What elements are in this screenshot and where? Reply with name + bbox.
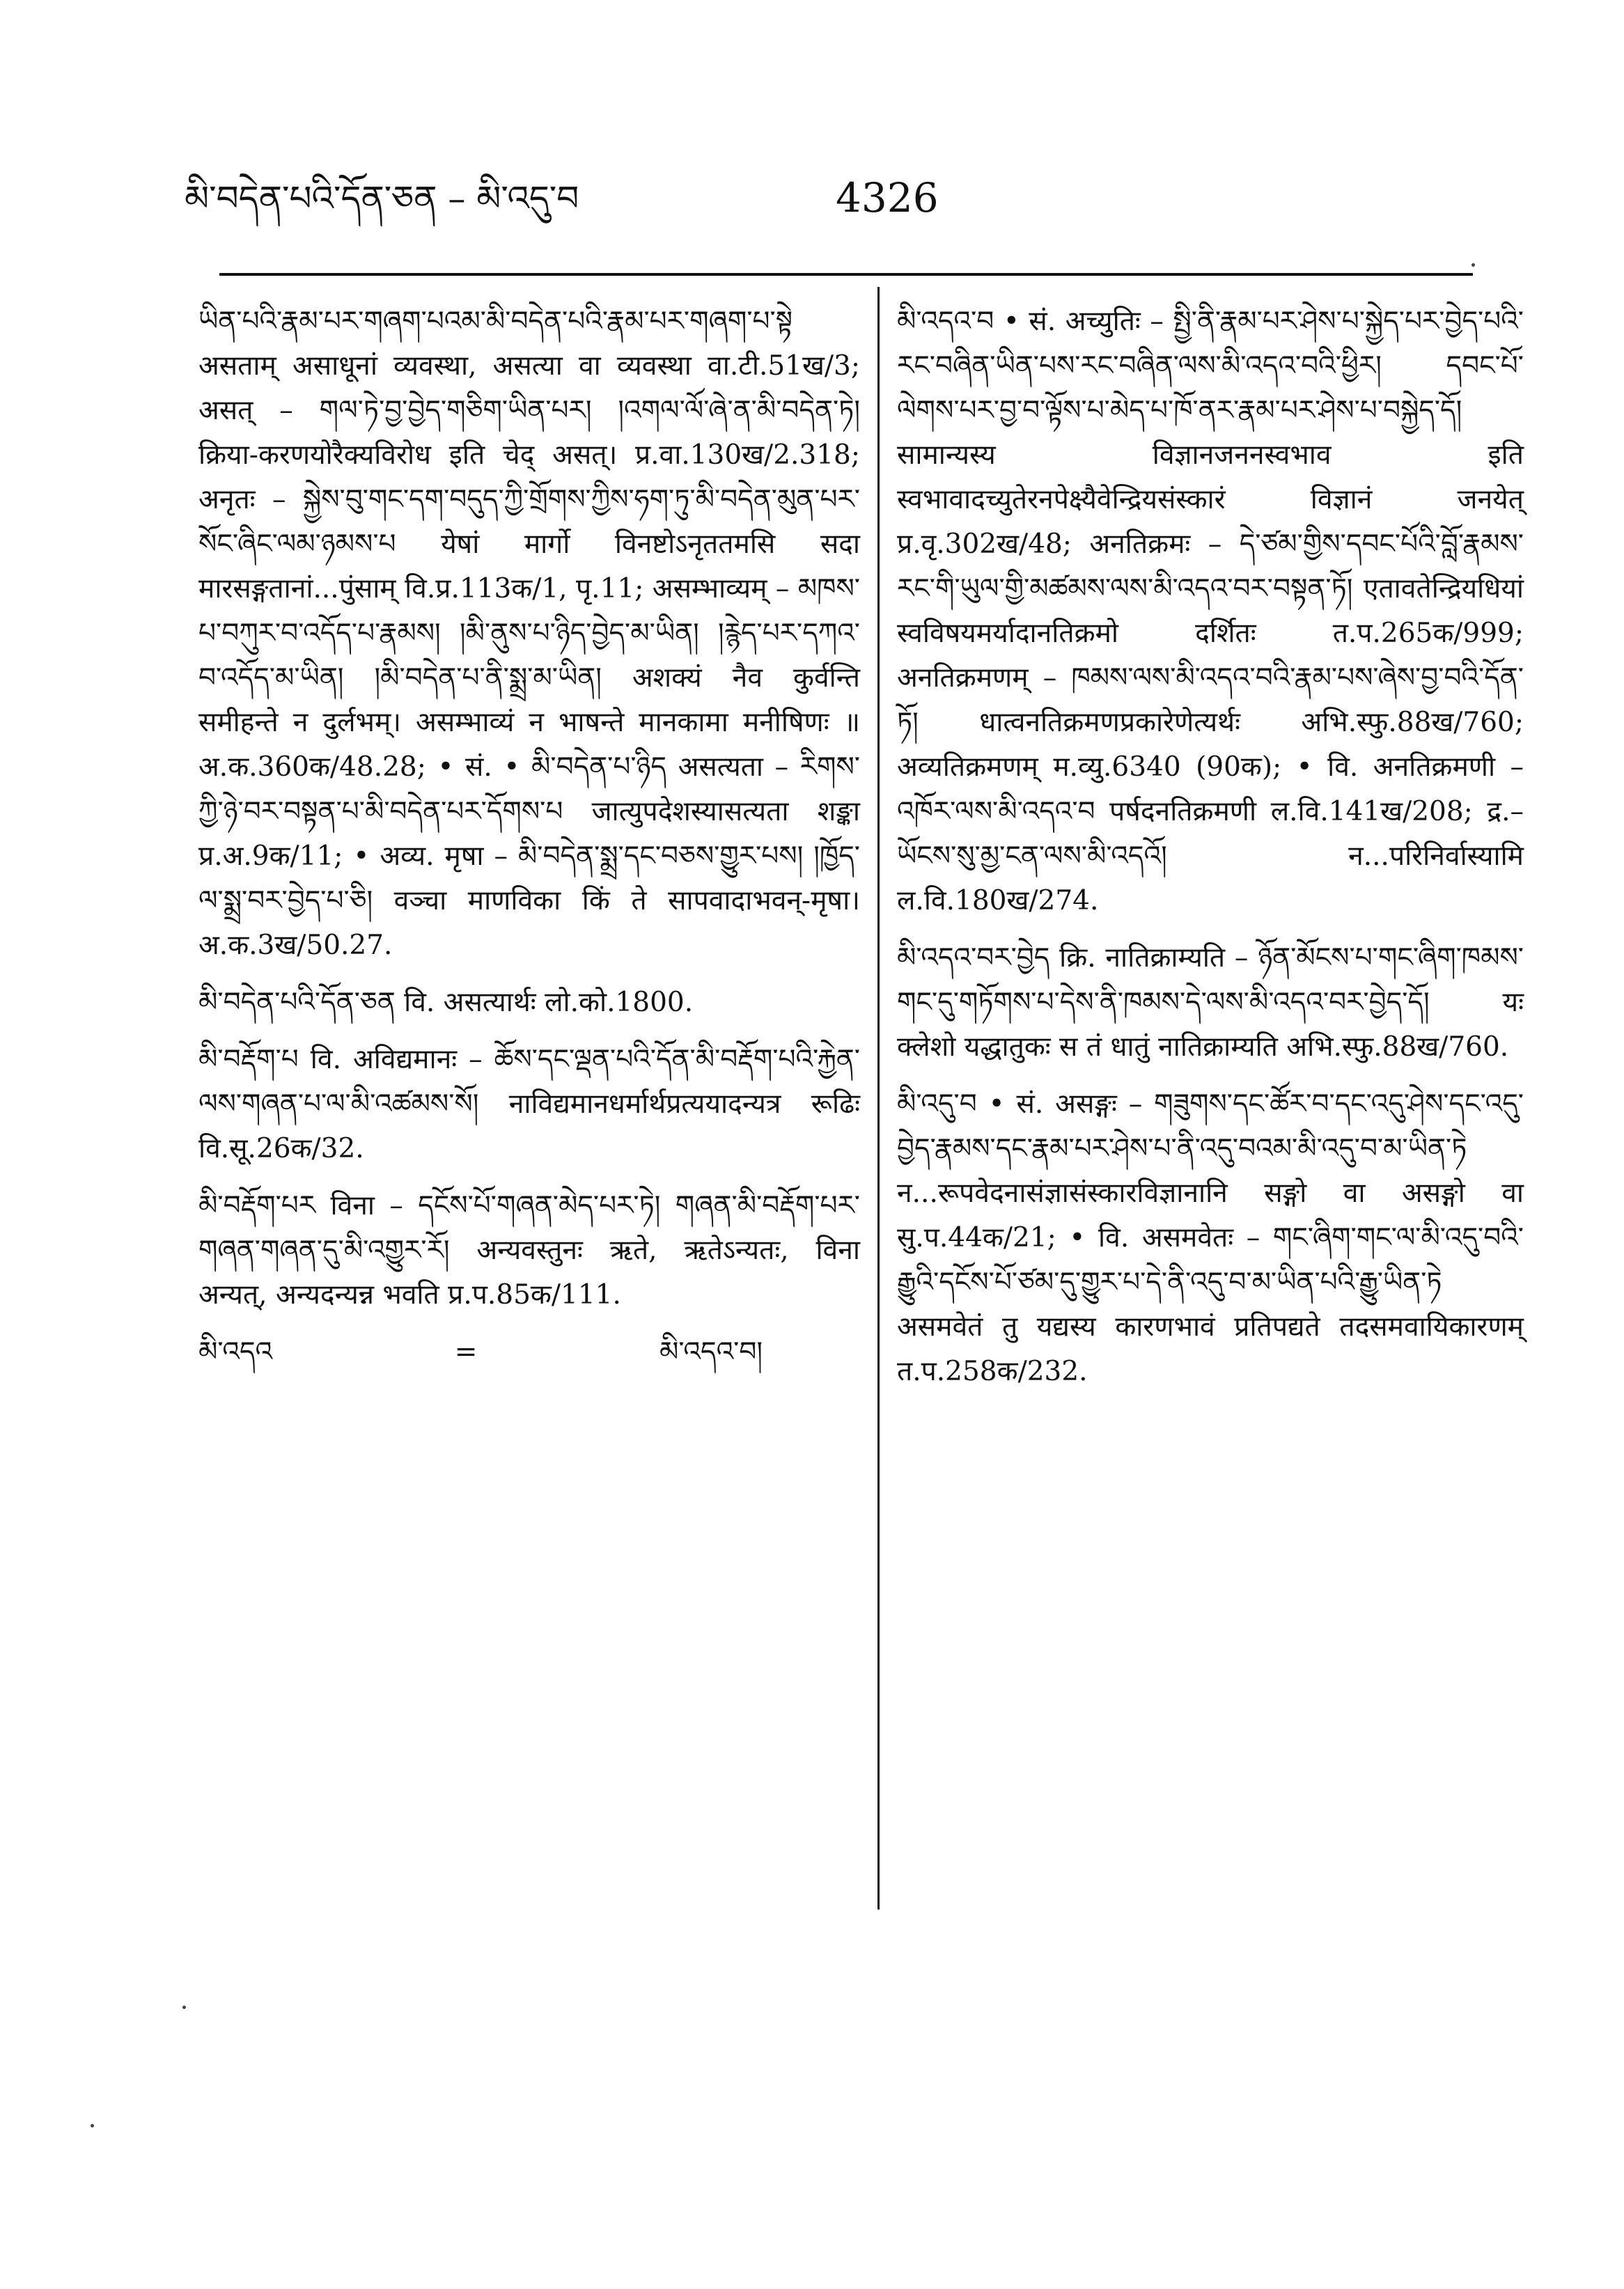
cross-reference-term: མི་འདའ: [198, 1336, 273, 1368]
right-column: [897, 299, 1524, 1407]
dictionary-entry: མི་འདའ་བ • सं. अच्युतिः – སྤྱི་ནི་རྣམ་པར་ཤེས་པ་སྐྱེད་པར་བྱེད་པའི་རང་བཞིན་ཡིན་པས་རང་བཞིན་ལས་མི་འདའ་བའི་ཕྱིར། དབང་པོ་ལེགས་པར་བྱ་བ་ལྟོས་པ་མེད་པ་ཁོ་ནར་རྣམ་པར་ཤེས་པ་བསྐྱེད་དོ། सामान्यस्य विज्ञानजननस्वभाव इति स्वभावादच्युतेरनपेक्ष्यैवेन्द्रियसंस्कारं विज्ञानं जनयेत् प्र.वृ.302ख/48; अनतिक्रमः – དེ་ཙམ་གྱིས་དབང་པོའི་བློ་རྣམས་རང་གི་ཡུལ་གྱི་མཚམས་ལས་མི་འདའ་བར་བསྟན་ཏོ། एतावतेन्द्रियधियां स्वविषयमर्यादानतिक्रमो दर्शितः त.प.265क/999; अनतिक्रमणम् – ཁམས་ལས་མི་འདའ་བའི་རྣམ་པས་ཞེས་བྱ་བའི་དོན་ཏོ། धात्वनतिक्रमणप्रकारेणेत्यर्थः अभि.स्फु.88ख/760; अव्यतिक्रमणम् म.व्यु.6340 (90क); • वि. अनतिक्रमणी – འཁོར་ལས་མི་འདའ་བ पर्षदनतिक्रमणी ल.वि.141ख/208; द्र.– ཡོངས་སུ་མྱ་ངན་ལས་མི་འདའོ། न...परिनिर्वास्यामि ल.वि.180ख/274.: [897, 306, 1524, 916]
column-divider: [877, 287, 880, 1909]
scan-speck: [91, 2124, 94, 2127]
header-rule: [219, 273, 1473, 276]
scan-speck: [182, 2006, 186, 2009]
dictionary-entry: མི་བརྡོག་པར विना – དངོས་པོ་གཞན་མེད་པར་ཏེ། གཞན་མི་བརྡོག་པར་གཞན་གཞན་དུ་མི་འགྱུར་རོ། अन्यवस्तुनः ऋते, ऋतेऽन्यतः, विना अन्यत्, अन्यदन्यन्न भवति प्र.प.85क/111.: [198, 1190, 860, 1311]
page-number: 4326: [836, 174, 939, 221]
dictionary-entry: མི་འདའ་བར་བྱེད क्रि. नातिक्राम्यति – ཉོན་མོངས་པ་གང་ཞིག་ཁམས་གང་དུ་གཏོགས་པ་དེས་ནི་ཁམས་དེ་ལས་མི་འདའ་བར་བྱེད་དོ། यः क्लेशो यद्धातुकः स तं धातुं नातिक्राम्यति अभि.स्फु.88ख/760.: [897, 942, 1524, 1063]
dictionary-entry: ཡིན་པའི་རྣམ་པར་གཞག་པའམ་མི་བདེན་པའི་རྣམ་པར་གཞག་པ་སྟེ असताम् असाधूनां व्यवस्था, असत्या वा व्यवस्था वा.टी.51ख/3; असत् – གལ་ཏེ་བྱ་བྱེད་གཅིག་ཡིན་པར། །འགལ་ལོ་ཞེ་ན་མི་བདེན་ཏེ། क्रिया-करणयोरैक्यविरोध इति चेद् असत्। प्र.वा.130ख/2.318; अनृतः – སྐྱེས་བུ་གང་དག་བདུད་ཀྱི་གྲོགས་ཀྱིས་ཧག་ཏུ་མི་བདེན་མུན་པར་སོང་ཞིང་ལམ་ཉམས་པ येषां मार्गो विनष्टोऽनृततमसि सदा मारसङ्गतानां...पुंसाम् वि.प्र.113क/1, पृ.11; असम्भाव्यम् – མཁས་པ་བཀུར་བ་འདོད་པ་རྣམས། །མི་ནུས་པ་ཉིད་བྱེད་མ་ཡིན། །རྙེད་པར་དཀའ་བ་འདོད་མ་ཡིན། །མི་བདེན་པ་ནི་སྨྲ་མ་ཡིན། अशक्यं नैव कुर्वन्ति समीहन्ते न दुर्लभम्। असम्भाव्यं न भाषन्ते मानकामा मनीषिणः ॥ अ.क.360क/48.28; • सं. • མི་བདེན་པ་ཉིད असत्यता – རིགས་ཀྱི་ཉེ་བར་བསྟན་པ་མི་བདེན་པར་དོགས་པ जात्युपदेशस्यासत्यता शङ्का प्र.अ.9क/11; • अव्य. मृषा – མི་བདེན་སྨྲ་དང་བཅས་གྱུར་པས། །ཁྱོད་ལ་སྨྲ་བར་བྱེད་པ་ཅི། वञ्चा माणविका किं ते सापवादाभवन्-मृषा। अ.क.3ख/50.27.: [198, 306, 860, 961]
dictionary-entry: མི་བདེན་པའི་དོན་ཅན वि. असत्यार्थः लो.को.1800.: [198, 987, 694, 1018]
page-header: [0, 0, 1624, 279]
cross-reference-entry: [198, 1330, 860, 1375]
running-head: མི་བདེན་པའི་དོན་ཅན – མི་འདུ་བ: [185, 178, 579, 219]
dictionary-entry: མི་བརྡོག་པ वि. अविद्यमानः – ཆོས་དང་ལྡན་པའི་དོན་མི་བརྡོག་པའི་རྐྱེན་ལས་གཞན་པ་ལ་མི་འཚམས་སོ། नाविद्यमानधर्मार्थप्रत्ययादन्यत्र रूढिः वि.सू.26क/32.: [198, 1044, 860, 1164]
cross-reference-target: མི་འདའ་བ།: [659, 1336, 763, 1368]
left-column: [198, 299, 860, 1387]
cross-reference-equals: =: [454, 1336, 478, 1368]
scan-speck: [1471, 263, 1475, 267]
dictionary-entry: མི་འདུ་བ • सं. असङ्गः – གཟུགས་དང་ཚོར་བ་དང་འདུ་ཤེས་དང་འདུ་བྱེད་རྣམས་དང་རྣམ་པར་ཤེས་པ་ནི་འདུ་བའམ་མི་འདུ་བ་མ་ཡིན་ཏེ न...रूपवेदनासंज्ञासंस्कारविज्ञानानि सङ्गो वा असङ्गो वा सु.प.44क/21; • वि. असमवेतः – གང་ཞིག་གང་ལ་མི་འདུ་བའི་རྒྱུའི་དངོས་པོ་ཙམ་དུ་གྱུར་པ་དེ་ནི་འདུ་བ་མ་ཡིན་པའི་རྒྱུ་ཡིན་ཏེ असमवेतं तु यद्यस्य कारणभावं प्रतिपद्यते तदसमवायिकारणम् त.प.258क/232.: [897, 1088, 1524, 1387]
